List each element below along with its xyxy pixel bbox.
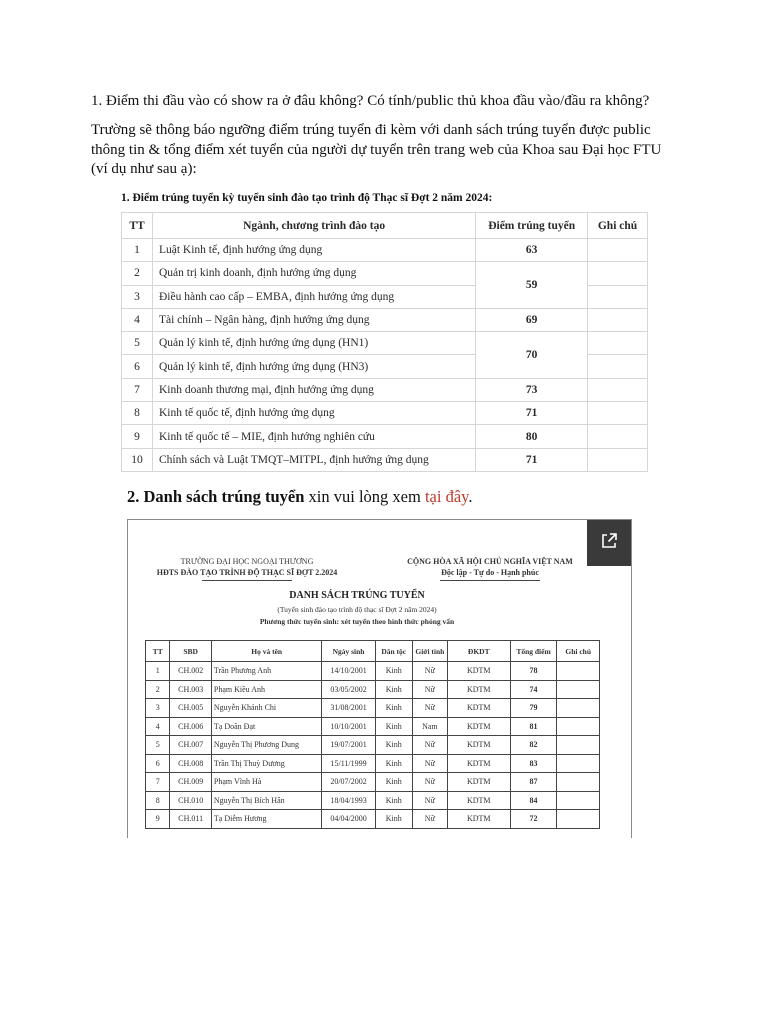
cell-dob: 31/08/2001 [322,699,375,718]
cell-gender: Nữ [412,754,447,773]
row-note [588,308,648,331]
row-note [588,425,648,448]
row-tt: 3 [122,285,153,308]
header-score: Điểm trúng tuyển [476,213,588,239]
cell-name: Phạm Kiều Anh [211,680,322,699]
row-note [588,285,648,308]
table-row [122,425,648,448]
row-score: 63 [476,239,588,262]
cell-tt: 5 [146,736,170,755]
cell-dob: 20/07/2002 [322,773,375,792]
table-row [146,699,600,718]
divider [202,580,292,581]
cell-total: 83 [510,754,557,773]
cell-name: Phạm Vĩnh Hà [211,773,322,792]
results-link[interactable]: tại đây [424,487,469,506]
cell-ethnic: Kinh [375,717,412,736]
cell-name: Nguyễn Khánh Chi [211,699,322,718]
header-total: Tổng điểm [510,641,557,662]
answer-paragraph [91,121,691,180]
cell-note [557,773,600,792]
document-title: DANH SÁCH TRÚNG TUYỂN [289,590,425,601]
cell-total: 87 [510,773,557,792]
cell-gender: Nam [412,717,447,736]
cell-dob: 14/10/2001 [322,662,375,681]
cell-gender: Nữ [412,810,447,829]
table-row [122,448,648,471]
answer-line: Trường sẽ thông báo ngưỡng điểm trúng tuyển đi kèm với danh sách trúng tuyển được public [91,122,651,138]
university-name: TRƯỜNG ĐẠI HỌC NGOẠI THƯƠNG [180,557,314,566]
row-tt: 1 [122,239,153,262]
cell-dob: 18/04/1993 [322,791,375,810]
header-note: Ghi chú [557,641,600,662]
table-header-row [122,213,648,239]
cell-ethnic: Kinh [375,680,412,699]
row-tt: 9 [122,425,153,448]
cell-gender: Nữ [412,773,447,792]
external-link-icon [600,532,618,555]
open-external-button[interactable] [587,520,631,566]
row-tt: 7 [122,378,153,401]
cell-tt: 8 [146,791,170,810]
cell-dkdt: KDTM [447,773,510,792]
row-note [588,239,648,262]
section2-text: xin vui lòng xem [304,487,425,506]
row-score: 70 [476,332,588,379]
cell-sbd: CH.003 [170,680,211,699]
cell-sbd: CH.002 [170,662,211,681]
section2-bold: 2. Danh sách trúng tuyển [127,487,305,506]
table-row [146,810,600,829]
table-row [122,402,648,425]
row-note [588,402,648,425]
cell-note [557,662,600,681]
cell-sbd: CH.007 [170,736,211,755]
cell-dob: 10/10/2001 [322,717,375,736]
row-program: Quản lý kinh tế, định hướng ứng dụng (HN3) [152,355,475,378]
table1-title: 1. Điểm trúng tuyển kỳ tuyển sinh đào tạo trình độ Thạc sĩ Đợt 2 năm 2024: [121,192,493,204]
cell-gender: Nữ [412,680,447,699]
cell-sbd: CH.009 [170,773,211,792]
university-header [142,556,352,581]
row-program: Quản lý kinh tế, định hướng ứng dụng (HN1) [152,332,475,355]
answer-line: (ví dụ như sau ạ): [91,161,197,177]
cell-sbd: CH.006 [170,717,211,736]
header-ethnic: Dân tộc [375,641,412,662]
national-motto: Độc lập - Tự do - Hạnh phúc [441,568,539,577]
table-row [146,680,600,699]
header-tt: TT [146,641,170,662]
row-program: Kinh doanh thương mại, định hướng ứng dụng [152,378,475,401]
table-row [122,378,648,401]
cell-dob: 04/04/2000 [322,810,375,829]
cell-name: Tạ Diễm Hương [211,810,322,829]
embedded-document-preview [127,519,632,838]
row-note [588,378,648,401]
admitted-list-table [145,640,600,829]
cell-tt: 4 [146,717,170,736]
table-row [146,754,600,773]
cell-note [557,791,600,810]
header-name: Họ và tên [211,641,322,662]
cell-sbd: CH.005 [170,699,211,718]
cell-dkdt: KDTM [447,699,510,718]
cell-note [557,699,600,718]
cell-dkdt: KDTM [447,754,510,773]
cell-ethnic: Kinh [375,810,412,829]
cell-sbd: CH.010 [170,791,211,810]
cell-name: Nguyễn Thị Bích Hân [211,791,322,810]
cell-name: Trần Phương Anh [211,662,322,681]
admission-scores-table [121,212,648,472]
cell-ethnic: Kinh [375,754,412,773]
row-program: Kinh tế quốc tế, định hướng ứng dụng [152,402,475,425]
answer-line: thông tin & tổng điểm xét tuyển của người dự tuyển trên trang web của Khoa sau Đại học FTU [91,141,662,158]
divider [440,580,540,581]
cell-dob: 19/07/2001 [322,736,375,755]
row-tt: 5 [122,332,153,355]
national-header [390,556,590,581]
national-title: CỘNG HÒA XÃ HỘI CHỦ NGHĨA VIỆT NAM [407,557,573,566]
row-score: 59 [476,262,588,309]
cell-sbd: CH.011 [170,810,211,829]
cell-note [557,680,600,699]
cell-total: 84 [510,791,557,810]
cell-dkdt: KDTM [447,810,510,829]
cell-gender: Nữ [412,662,447,681]
table-row [146,736,600,755]
cell-total: 79 [510,699,557,718]
table-row [122,239,648,262]
table-row [122,308,648,331]
row-score: 71 [476,448,588,471]
cell-sbd: CH.008 [170,754,211,773]
cell-dkdt: KDTM [447,680,510,699]
table-row [146,662,600,681]
cell-name: Trần Thị Thuỳ Dương [211,754,322,773]
council-name: HĐTS ĐÀO TẠO TRÌNH ĐỘ THẠC SĨ ĐỢT 2.2024 [156,568,338,577]
cell-total: 82 [510,736,557,755]
cell-ethnic: Kinh [375,773,412,792]
row-program: Điều hành cao cấp – EMBA, định hướng ứng dụng [152,285,475,308]
cell-tt: 3 [146,699,170,718]
cell-ethnic: Kinh [375,791,412,810]
cell-dob: 15/11/1999 [322,754,375,773]
row-tt: 6 [122,355,153,378]
header-dob: Ngày sinh [322,641,375,662]
row-program: Tài chính – Ngân hàng, định hướng ứng dụng [152,308,475,331]
row-program: Kinh tế quốc tế – MIE, định hướng nghiên cứu [152,425,475,448]
row-note [588,448,648,471]
section2-end: . [468,487,473,506]
row-score: 69 [476,308,588,331]
row-score: 80 [476,425,588,448]
cell-note [557,810,600,829]
cell-total: 72 [510,810,557,829]
cell-tt: 2 [146,680,170,699]
cell-tt: 6 [146,754,170,773]
table-row [122,332,648,355]
cell-dkdt: KDTM [447,717,510,736]
header-program: Ngành, chương trình đào tạo [152,213,475,239]
header-tt: TT [122,213,153,239]
cell-total: 74 [510,680,557,699]
row-tt: 8 [122,402,153,425]
row-note [588,262,648,285]
table-row [146,717,600,736]
table-row [122,262,648,285]
question-heading: 1. Điểm thi đầu vào có show ra ở đâu không? Có tính/public thủ khoa đầu vào/đầu ra không? [91,93,650,109]
cell-tt: 9 [146,810,170,829]
header-gender: Giới tính [412,641,447,662]
cell-total: 78 [510,662,557,681]
cell-note [557,736,600,755]
cell-dkdt: KDTM [447,662,510,681]
table-row [146,773,600,792]
header-sbd: SBD [170,641,211,662]
cell-dkdt: KDTM [447,791,510,810]
header-dkdt: ĐKDT [447,641,510,662]
admission-method: Phương thức tuyển sinh: xét tuyển theo hình thức phỏng vấn [259,617,455,626]
cell-dkdt: KDTM [447,736,510,755]
table-row [146,791,600,810]
cell-ethnic: Kinh [375,736,412,755]
row-score: 71 [476,402,588,425]
cell-ethnic: Kinh [375,699,412,718]
cell-gender: Nữ [412,791,447,810]
row-program: Quản trị kinh doanh, định hướng ứng dụng [152,262,475,285]
row-note [588,355,648,378]
cell-gender: Nữ [412,736,447,755]
cell-name: Nguyễn Thị Phương Dung [211,736,322,755]
table-header-row [146,641,600,662]
cell-name: Tạ Doãn Đạt [211,717,322,736]
row-program: Luật Kinh tế, định hướng ứng dụng [152,239,475,262]
cell-dob: 03/05/2002 [322,680,375,699]
row-tt: 10 [122,448,153,471]
cell-tt: 1 [146,662,170,681]
row-program: Chính sách và Luật TMQT–MITPL, định hướng ứng dụng [152,448,475,471]
row-tt: 2 [122,262,153,285]
document-subtitle: (Tuyển sinh đào tạo trình độ thạc sĩ Đợt 2 năm 2024) [277,605,437,614]
cell-tt: 7 [146,773,170,792]
section2-heading [127,487,472,507]
cell-total: 81 [510,717,557,736]
cell-ethnic: Kinh [375,662,412,681]
header-note: Ghi chú [588,213,648,239]
row-note [588,332,648,355]
cell-gender: Nữ [412,699,447,718]
row-score: 73 [476,378,588,401]
cell-note [557,754,600,773]
cell-note [557,717,600,736]
row-tt: 4 [122,308,153,331]
